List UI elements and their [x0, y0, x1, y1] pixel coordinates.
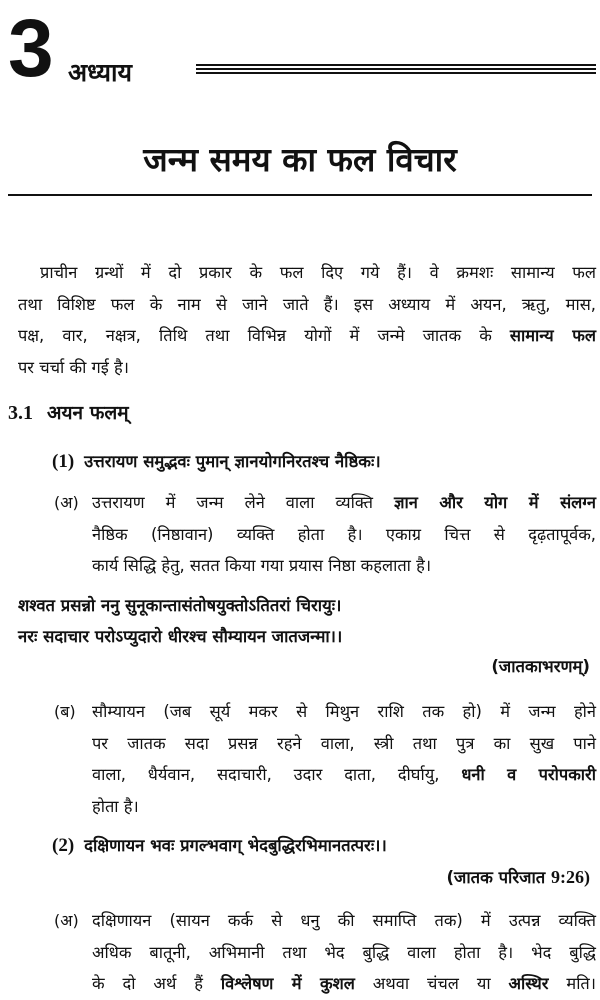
verse-2 [52, 830, 387, 862]
explanation-line [92, 968, 596, 1000]
intro-line: प्राचीन ग्रन्थों में दो प्रकार के फल दिए गये हैं। वे क्रमशः सामान्य फल [40, 263, 596, 282]
explanation-line [92, 759, 596, 791]
explanation-marker: (अ) [54, 911, 79, 930]
intro-line: पर चर्चा की गई है। [18, 357, 129, 377]
verse-text: उत्तरायण समुद्भवः पुमान् ज्ञानयोगनिरतश्च नैष्ठिकः। [84, 452, 381, 471]
explanation-text: वाला, धैर्यवान, सदाचारी, उदार दाता, दीर्घायु, [92, 765, 440, 784]
verse-1 [52, 446, 381, 478]
verse-number: (1) [52, 451, 75, 472]
explanation-2 [92, 696, 596, 822]
explanation-emphasis: धनी व परोपकारी [461, 765, 596, 784]
source-title: (जातक परिजात [446, 868, 546, 887]
explanation-marker: (ब) [54, 702, 76, 721]
explanation-text: उत्तरायण में जन्म लेने वाला व्यक्ति [92, 493, 373, 512]
intro-emphasis: सामान्य फल [509, 326, 596, 345]
explanation-line: अधिक बातूनी, अभिमानी तथा भेद बुद्धि वाला होता है। भेद बुद्धि [92, 942, 596, 962]
explanation-emphasis: विश्लेषण में कुशल [220, 974, 355, 993]
intro-line [18, 320, 596, 352]
verse-text: दक्षिणायन भवः प्रगल्भवाग् भेदबुद्धिरभिमानतत्परः।। [84, 836, 387, 855]
explanation-line [92, 487, 596, 519]
explanation-line: दक्षिणायन (सायन कर्क से धनु की समाप्ति तक) में उत्पन्न व्यक्ति [92, 911, 596, 930]
explanation-1 [92, 487, 596, 582]
chapter-label: अध्याय [68, 58, 132, 87]
explanation-text: अथवा चंचल या [372, 974, 491, 993]
explanation-line: सौम्यायन (जब सूर्य मकर से मिथुन राशि तक हो) में जन्म होने [92, 702, 596, 721]
verse-source: (जातकाभरणम्) [491, 657, 590, 676]
explanation-text: मति। [566, 974, 596, 993]
explanation-3 [92, 905, 596, 1000]
verse-number: (2) [52, 835, 75, 856]
section-title: अयन फलम् [47, 402, 129, 424]
title-divider [8, 194, 592, 196]
explanation-emphasis: अस्थिर [508, 974, 549, 993]
explanation-line: कार्य सिद्धि हेतु, सतत किया गया प्रयास निष्ठा कहलाता है। [92, 556, 432, 575]
section-number: 3.1 [8, 402, 33, 424]
chapter-number: 3 [8, 3, 52, 94]
intro-paragraph [18, 257, 596, 383]
explanation-emphasis: ज्ञान और योग में संलग्न [394, 493, 596, 512]
chapter-heading [8, 3, 593, 94]
shloka-line: नरः सदाचार परोऽप्युदारो धीरश्च सौम्यायन जातजन्मा।। [18, 627, 343, 646]
explanation-line: होता है। [92, 796, 139, 816]
shloka-line: शश्वत प्रसन्नो ननु सुनूकान्तासंतोषयुक्तोऽतितरां चिरायुः। [18, 596, 342, 615]
intro-line: तथा विशिष्ट फल के नाम से जाने जाते हैं। इस अध्याय में अयन, ऋतु, मास, [18, 294, 596, 314]
verse-source [446, 862, 590, 893]
explanation-line: नैष्ठिक (निष्ठावान) व्यक्ति होता है। एकाग्र चित्त से दृढ़तापूर्वक, [92, 524, 596, 544]
source-reference: 9:26) [551, 867, 590, 887]
explanation-marker: (अ) [54, 493, 79, 512]
section-heading [8, 398, 129, 428]
intro-text: पक्ष, वार, नक्षत्र, तिथि तथा विभिन्न योगों में जन्मे जातक के [18, 326, 492, 345]
explanation-text: के दो अर्थ हैं [92, 974, 203, 993]
chapter-title: जन्म समय का फल विचार [143, 140, 457, 179]
chapter-rule [196, 64, 596, 78]
explanation-line: पर जातक सदा प्रसन्न रहने वाला, स्त्री तथा पुत्र का सुख पाने [92, 733, 596, 753]
